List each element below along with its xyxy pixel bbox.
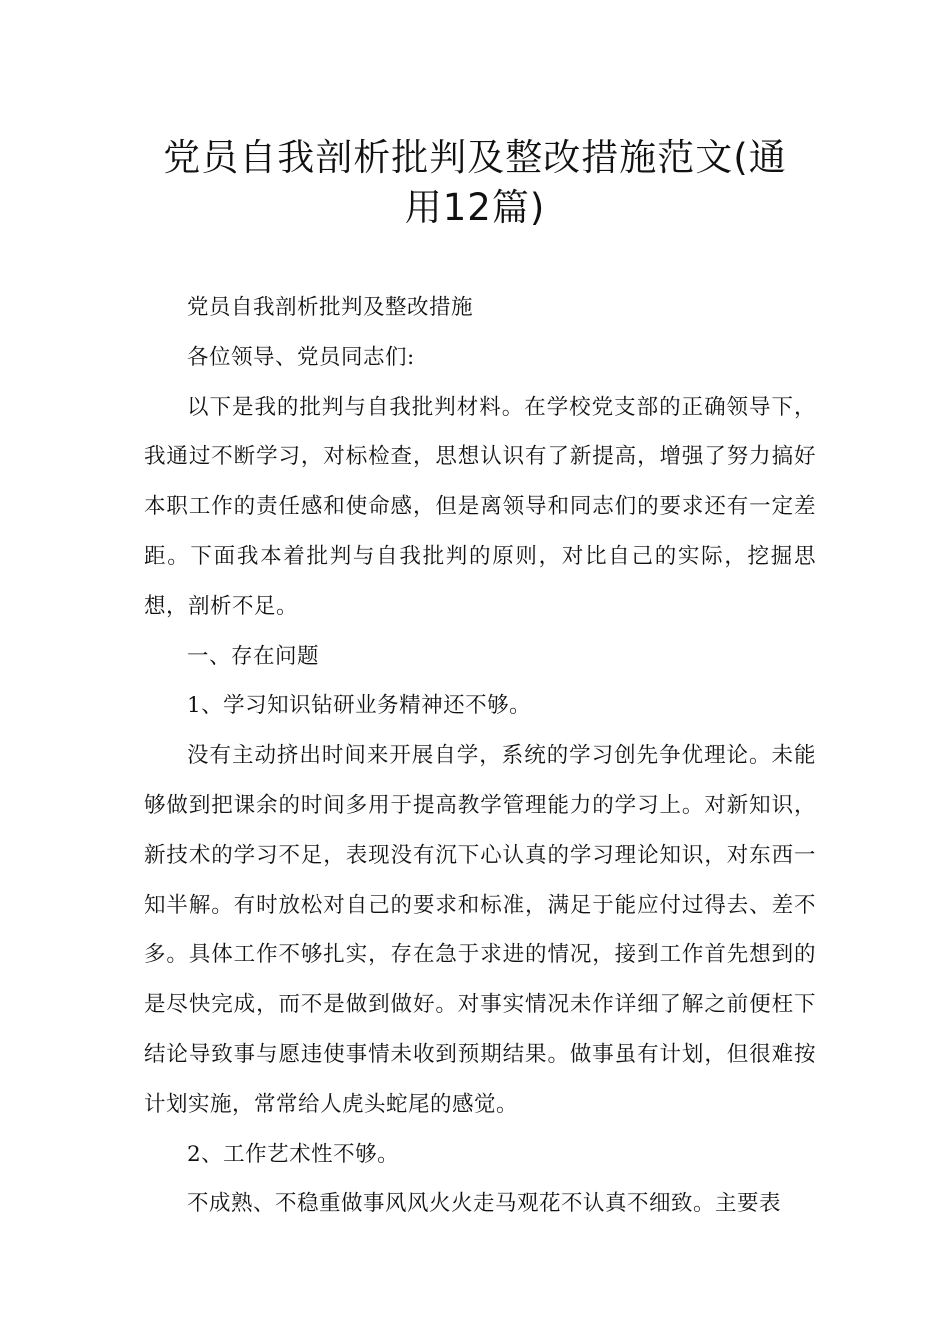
subsection-heading: 1、学习知识钻研业务精神还不够。 <box>187 693 532 719</box>
subsection-heading: 2、工作艺术性不够。 <box>187 1141 400 1167</box>
document-body <box>144 283 816 1229</box>
document-title <box>130 133 820 233</box>
body-paragraph: 不成熟、不稳重做事风风火火走马观花不认真不细致。主要表 <box>187 1191 782 1217</box>
subtitle-paragraph: 党员自我剖析批判及整改措施 <box>187 295 474 320</box>
body-paragraph: 没有主动挤出时间来开展自学，系统的学习创先争优理论。未能够做到把课余的时间多用于提高教学管理能力的学习上。对新知识，新技术的学习不足，表现没有沉下心认真的学习理论知识，对东西一知半解。有时放松对自己的要求和标准，满足于能应付过得去、差不多。具体工作不够扎实，存在急于求进的情况，接到工作首先想到的是尽快完成，而不是做到做好。对事实情况未作详细了解之前便枉下结论导致事与愿违使事情未收到预期结果。做事虽有计划，但很难按计划实施，常常给人虎头蛇尾的感觉。 <box>144 743 816 1117</box>
title-line-2: 用12篇) <box>404 186 546 229</box>
title-line-1: 党员自我剖析批判及整改措施范文(通 <box>163 136 787 179</box>
body-paragraph: 以下是我的批判与自我批判材料。在学校党支部的正确领导下，我通过不断学习，对标检查，思想认识有了新提高，增强了努力搞好本职工作的责任感和使命感，但是离领导和同志们的要求还有一定差距。下面我本着批判与自我批判的原则，对比自己的实际，挖掘思想，剖析不足。 <box>144 394 816 619</box>
section-heading: 一、存在问题 <box>187 643 320 669</box>
salutation-paragraph: 各位领导、党员同志们: <box>187 344 415 370</box>
